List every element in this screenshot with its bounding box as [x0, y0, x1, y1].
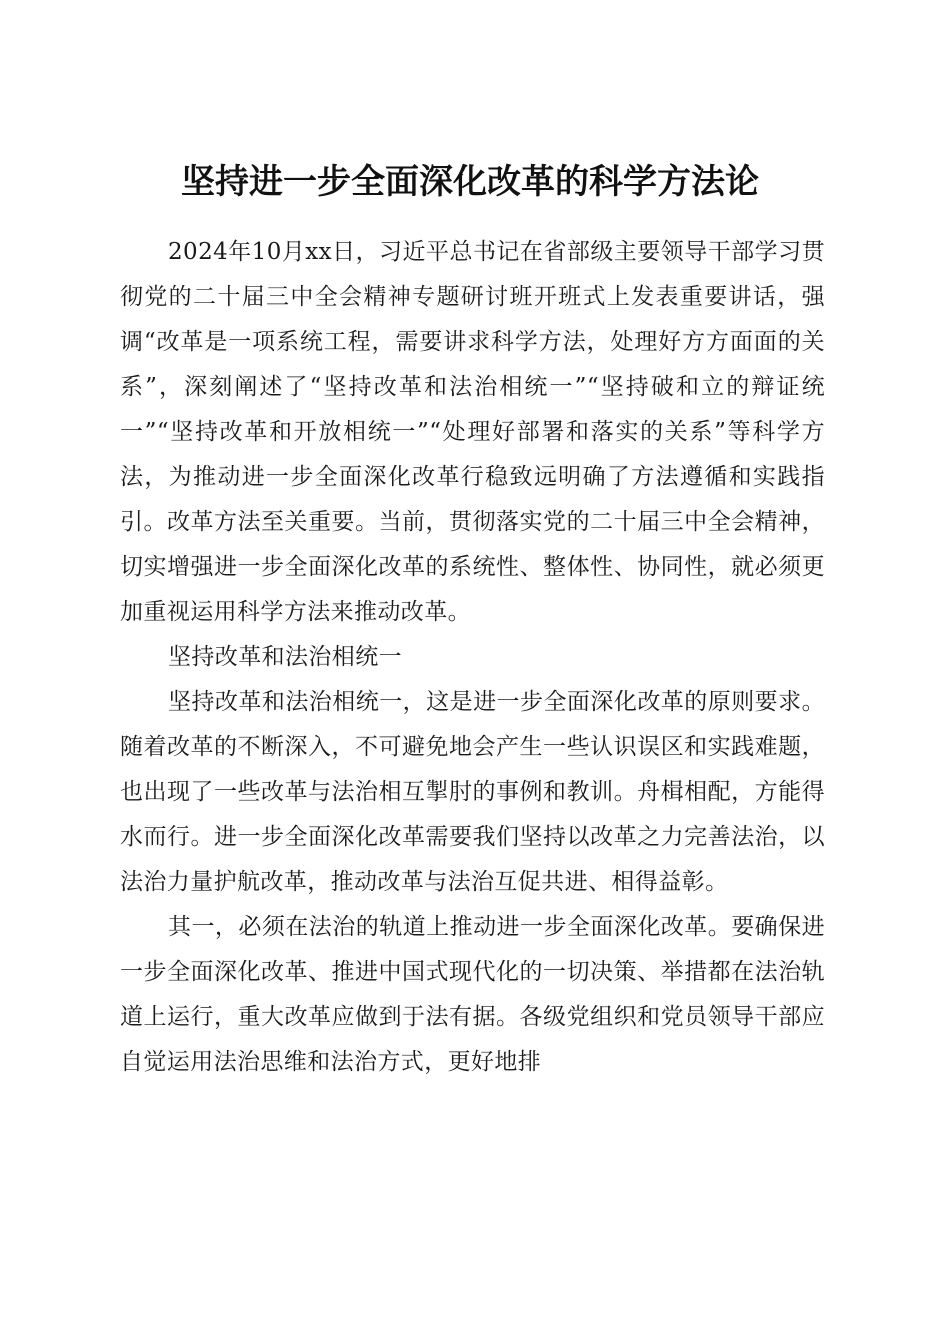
document-title: 坚持进一步全面深化改革的科学方法论	[181, 161, 759, 202]
paragraph-section-1: 坚持改革和法治相统一，这是进一步全面深化改革的原则要求。随着改革的不断深入，不可避免地会产生一些认识误区和实践难题，也出现了一些改革与法治相互掣肘的事例和教训。舟楫相配，方能得水而行。进一步全面深化改革需要我们坚持以改革之力完善法治，以法治力量护航改革，推动改革与法治互促共进、相得益彰。	[120, 689, 825, 895]
paragraph-point-1: 其一，必须在法治的轨道上推动进一步全面深化改革。要确保进一步全面深化改革、推进中国式现代化的一切决策、举措都在法治轨道上运行，重大改革应做到于法有据。各级党组织和党员领导干部应自觉运用法治思维和法治方式，更好地排	[120, 914, 825, 1075]
document-body	[120, 230, 825, 1085]
paragraph-intro: 2024年10月xx日，习近平总书记在省部级主要领导干部学习贯彻党的二十届三中全会精神专题研讨班开班式上发表重要讲话，强调“改革是一项系统工程，需要讲求科学方法，处理好方方面面的关系”，深刻阐述了“坚持改革和法治相统一”“坚持破和立的辩证统一”“坚持改革和开放相统一”“处理好部署和落实的关系”等科学方法，为推动进一步全面深化改革行稳致远明确了方法遵循和实践指引。改革方法至关重要。当前，贯彻落实党的二十届三中全会精神，切实增强进一步全面深化改革的系统性、整体性、协同性，就必须更加重视运用科学方法来推动改革。	[120, 239, 825, 625]
section-heading: 坚持改革和法治相统一	[168, 644, 402, 670]
